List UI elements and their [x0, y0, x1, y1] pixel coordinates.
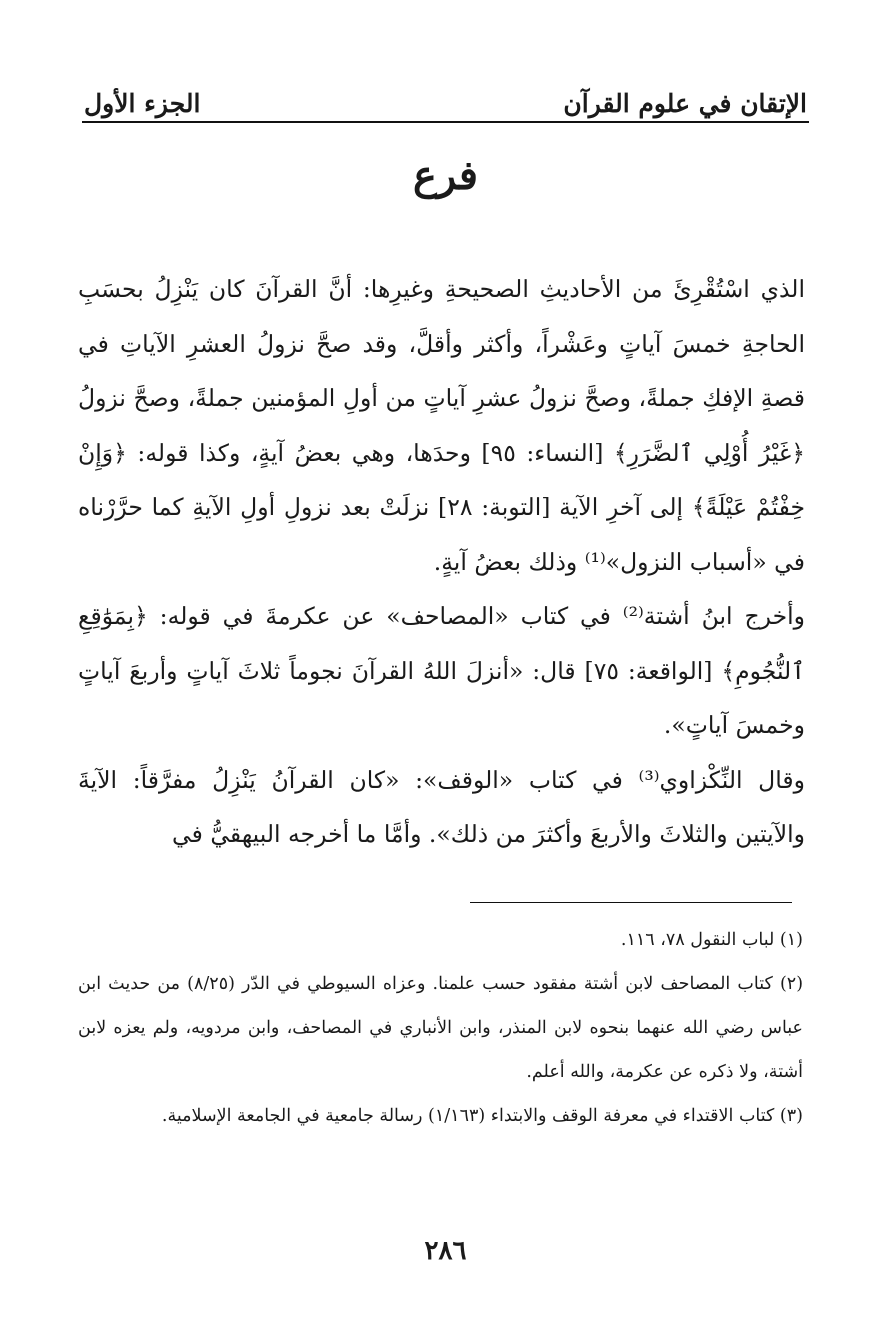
header-rule	[82, 121, 809, 123]
body-paragraph: وقال النِّكْزاوي⁽³⁾ في كتاب «الوقف»: «كان القرآنُ يَنْزِلُ مفرَّقاً: الآيةَ والآيتين والثلاثَ والأربعَ وأكثرَ من ذلك». وأمَّا ما أخرجه البيهقيُّ في	[78, 765, 805, 848]
section-title: فرع	[412, 152, 479, 199]
footnote: (١) لباب النقول ٧٨، ١١٦.	[620, 930, 803, 950]
running-header	[84, 78, 807, 118]
volume-label: الجزء الأول	[84, 89, 201, 118]
footnotes	[78, 918, 803, 1138]
body-text	[78, 262, 805, 862]
book-title: الإتقان في علوم القرآن	[563, 89, 807, 118]
page-number: ٢٨٦	[424, 1236, 467, 1266]
body-paragraph: وأخرج ابنُ أشتة⁽²⁾ في كتاب «المصاحف» عن عكرمةَ في قوله: ﴿بِمَوَٰقِعِ ٱلنُّجُومِ﴾ [الواقعة: ٧٥] قال: «أنزلَ اللهُ القرآنَ نجوماً ثلاثَ آياتٍ وأربعَ آياتٍ وخمسَ آياتٍ».	[78, 602, 805, 739]
footnote-rule	[470, 902, 792, 903]
body-paragraph: الذي اسْتُقْرِئَ من الأحاديثِ الصحيحةِ وغيرِها: أنَّ القرآنَ كان يَنْزِلُ بحسَبِ الحاجةِ خمسَ آياتٍ وعَشْراً، وأكثر وأقلَّ، وقد صحَّ نزولُ العشرِ الآياتِ في قصةِ الإفكِ جملةً، وصحَّ نزولُ عشرِ آياتٍ من أولِ المؤمنين جملةً، وصحَّ نزولُ ﴿غَيْرُ أُوْلِي ٱلضَّرَرِ﴾ [النساء: ٩٥] وحدَها، وهي بعضُ آيةٍ، وكذا قوله: ﴿وَإِنْ خِفْتُمْ عَيْلَةً﴾ إلى آخرِ الآية [التوبة: ٢٨] نزلَتْ بعد نزولِ أولِ الآيةِ كما حرَّرْناه في «أسباب النزول»⁽¹⁾ وذلك بعضُ آيةٍ.	[78, 275, 806, 576]
footnote: (٣) كتاب الاقتداء في معرفة الوقف والابتداء (١/١٦٣) رسالة جامعية في الجامعة الإسلامية.	[161, 1106, 803, 1126]
footnote: (٢) كتاب المصاحف لابن أشتة مفقود حسب علمنا. وعزاه السيوطي في الدّر (٨/٢٥) من حديث ابن عباس رضي الله عنهما بنحوه لابن المنذر، وابن الأنباري في المصاحف، وابن مردويه، ولم يعزه لابن أشتة، ولا ذكره عن عكرمة، والله أعلم.	[78, 974, 804, 1082]
